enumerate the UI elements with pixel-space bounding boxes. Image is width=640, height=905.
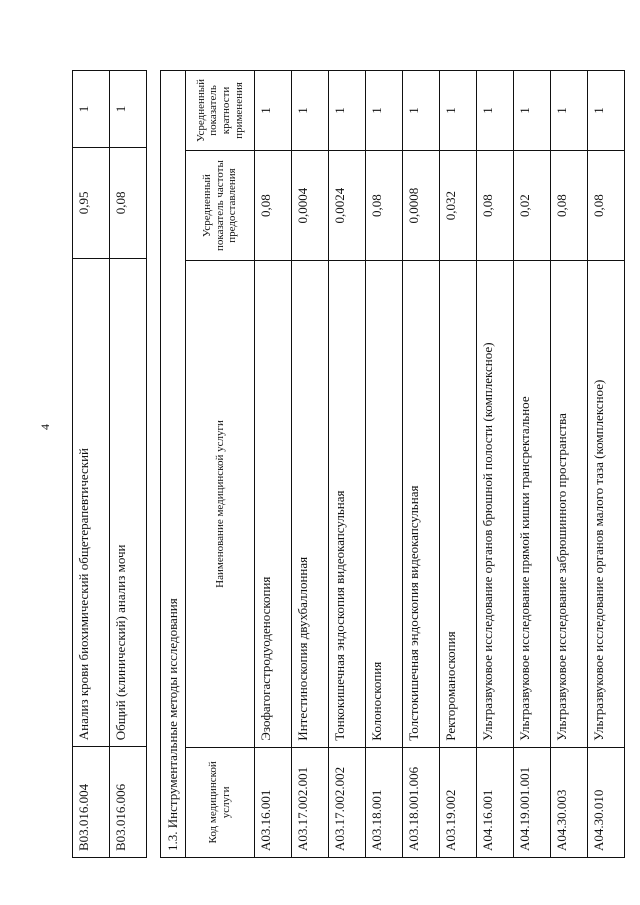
table-row [255, 71, 292, 858]
cell-freq: 0,95 [73, 148, 110, 259]
table-row [551, 71, 588, 858]
table-row [514, 71, 551, 858]
cell-mult: 1 [588, 71, 625, 151]
table-row [403, 71, 440, 858]
cell-mult: 1 [255, 71, 292, 151]
cell-freq: 0,0024 [329, 150, 366, 260]
table-row [477, 71, 514, 858]
cell-mult: 1 [366, 71, 403, 151]
cell-code: A03.17.002.002 [329, 747, 366, 857]
cell-name: Ультразвуковое исследование органов малого таза (комплексное) [588, 261, 625, 747]
cell-code: B03.016.004 [73, 747, 110, 858]
cell-mult: 1 [551, 71, 588, 151]
header-code: Код медицинской услуги [186, 747, 255, 857]
cell-code: A04.30.003 [551, 747, 588, 857]
cell-mult: 1 [292, 71, 329, 151]
cell-mult: 1 [403, 71, 440, 151]
cell-mult: 1 [110, 71, 147, 148]
cell-name: Тонкокишечная эндоскопия видеокапсульная [329, 261, 366, 747]
cell-freq: 0,08 [588, 150, 625, 260]
cell-code: A04.30.010 [588, 747, 625, 857]
cell-name: Ультразвуковое исследование органов брюшной полости (комплексное) [477, 261, 514, 747]
cell-name: Анализ крови биохимический общетерапевтический [73, 258, 110, 746]
cell-code: A03.17.002.001 [292, 747, 329, 857]
table-instrumental-methods [160, 70, 625, 858]
page-number: 4 [38, 424, 52, 430]
cell-code: A03.18.001 [366, 747, 403, 857]
header-mult: Усредненный показатель кратности применения [186, 71, 255, 151]
cell-name: Общий (клинический) анализ мочи [110, 258, 147, 746]
section-title: 1.3. Инструментальные методы исследования [161, 71, 186, 858]
cell-mult: 1 [514, 71, 551, 151]
table-top [72, 70, 147, 858]
cell-name: Интестиноскопия двухбаллонная [292, 261, 329, 747]
table-row [110, 71, 147, 858]
header-freq: Усредненный показатель частоты предоставления [186, 150, 255, 260]
cell-mult: 1 [73, 71, 110, 148]
cell-freq: 0,08 [477, 150, 514, 260]
cell-freq: 0,08 [366, 150, 403, 260]
cell-freq: 0,08 [110, 148, 147, 259]
header-name: Наименование медицинской услуги [186, 261, 255, 747]
cell-name: Ультразвуковое исследование забрюшинного пространства [551, 261, 588, 747]
cell-name: Толстокишечная эндоскопия видеокапсульная [403, 261, 440, 747]
cell-freq: 0,02 [514, 150, 551, 260]
header-row [186, 71, 255, 858]
rotated-page-content [0, 28, 640, 858]
cell-code: A04.19.001.001 [514, 747, 551, 857]
cell-name: Ультразвуковое исследование прямой кишки трансректальное [514, 261, 551, 747]
table-row [440, 71, 477, 858]
cell-mult: 1 [329, 71, 366, 151]
cell-name: Эзофагогастродуоденоскопия [255, 261, 292, 747]
table-row [366, 71, 403, 858]
section-title-row [161, 71, 186, 858]
cell-code: A03.18.001.006 [403, 747, 440, 857]
cell-name: Ректороманоскопия [440, 261, 477, 747]
cell-mult: 1 [477, 71, 514, 151]
cell-freq: 0,08 [255, 150, 292, 260]
table-row [292, 71, 329, 858]
table-row [73, 71, 110, 858]
table-row [588, 71, 625, 858]
cell-mult: 1 [440, 71, 477, 151]
cell-code: A03.19.002 [440, 747, 477, 857]
cell-freq: 0,0008 [403, 150, 440, 260]
cell-freq: 0,0004 [292, 150, 329, 260]
cell-freq: 0,08 [551, 150, 588, 260]
cell-name: Колоноскопия [366, 261, 403, 747]
cell-code: A04.16.001 [477, 747, 514, 857]
cell-code: A03.16.001 [255, 747, 292, 857]
cell-code: B03.016.006 [110, 747, 147, 858]
cell-freq: 0,032 [440, 150, 477, 260]
table-row [329, 71, 366, 858]
